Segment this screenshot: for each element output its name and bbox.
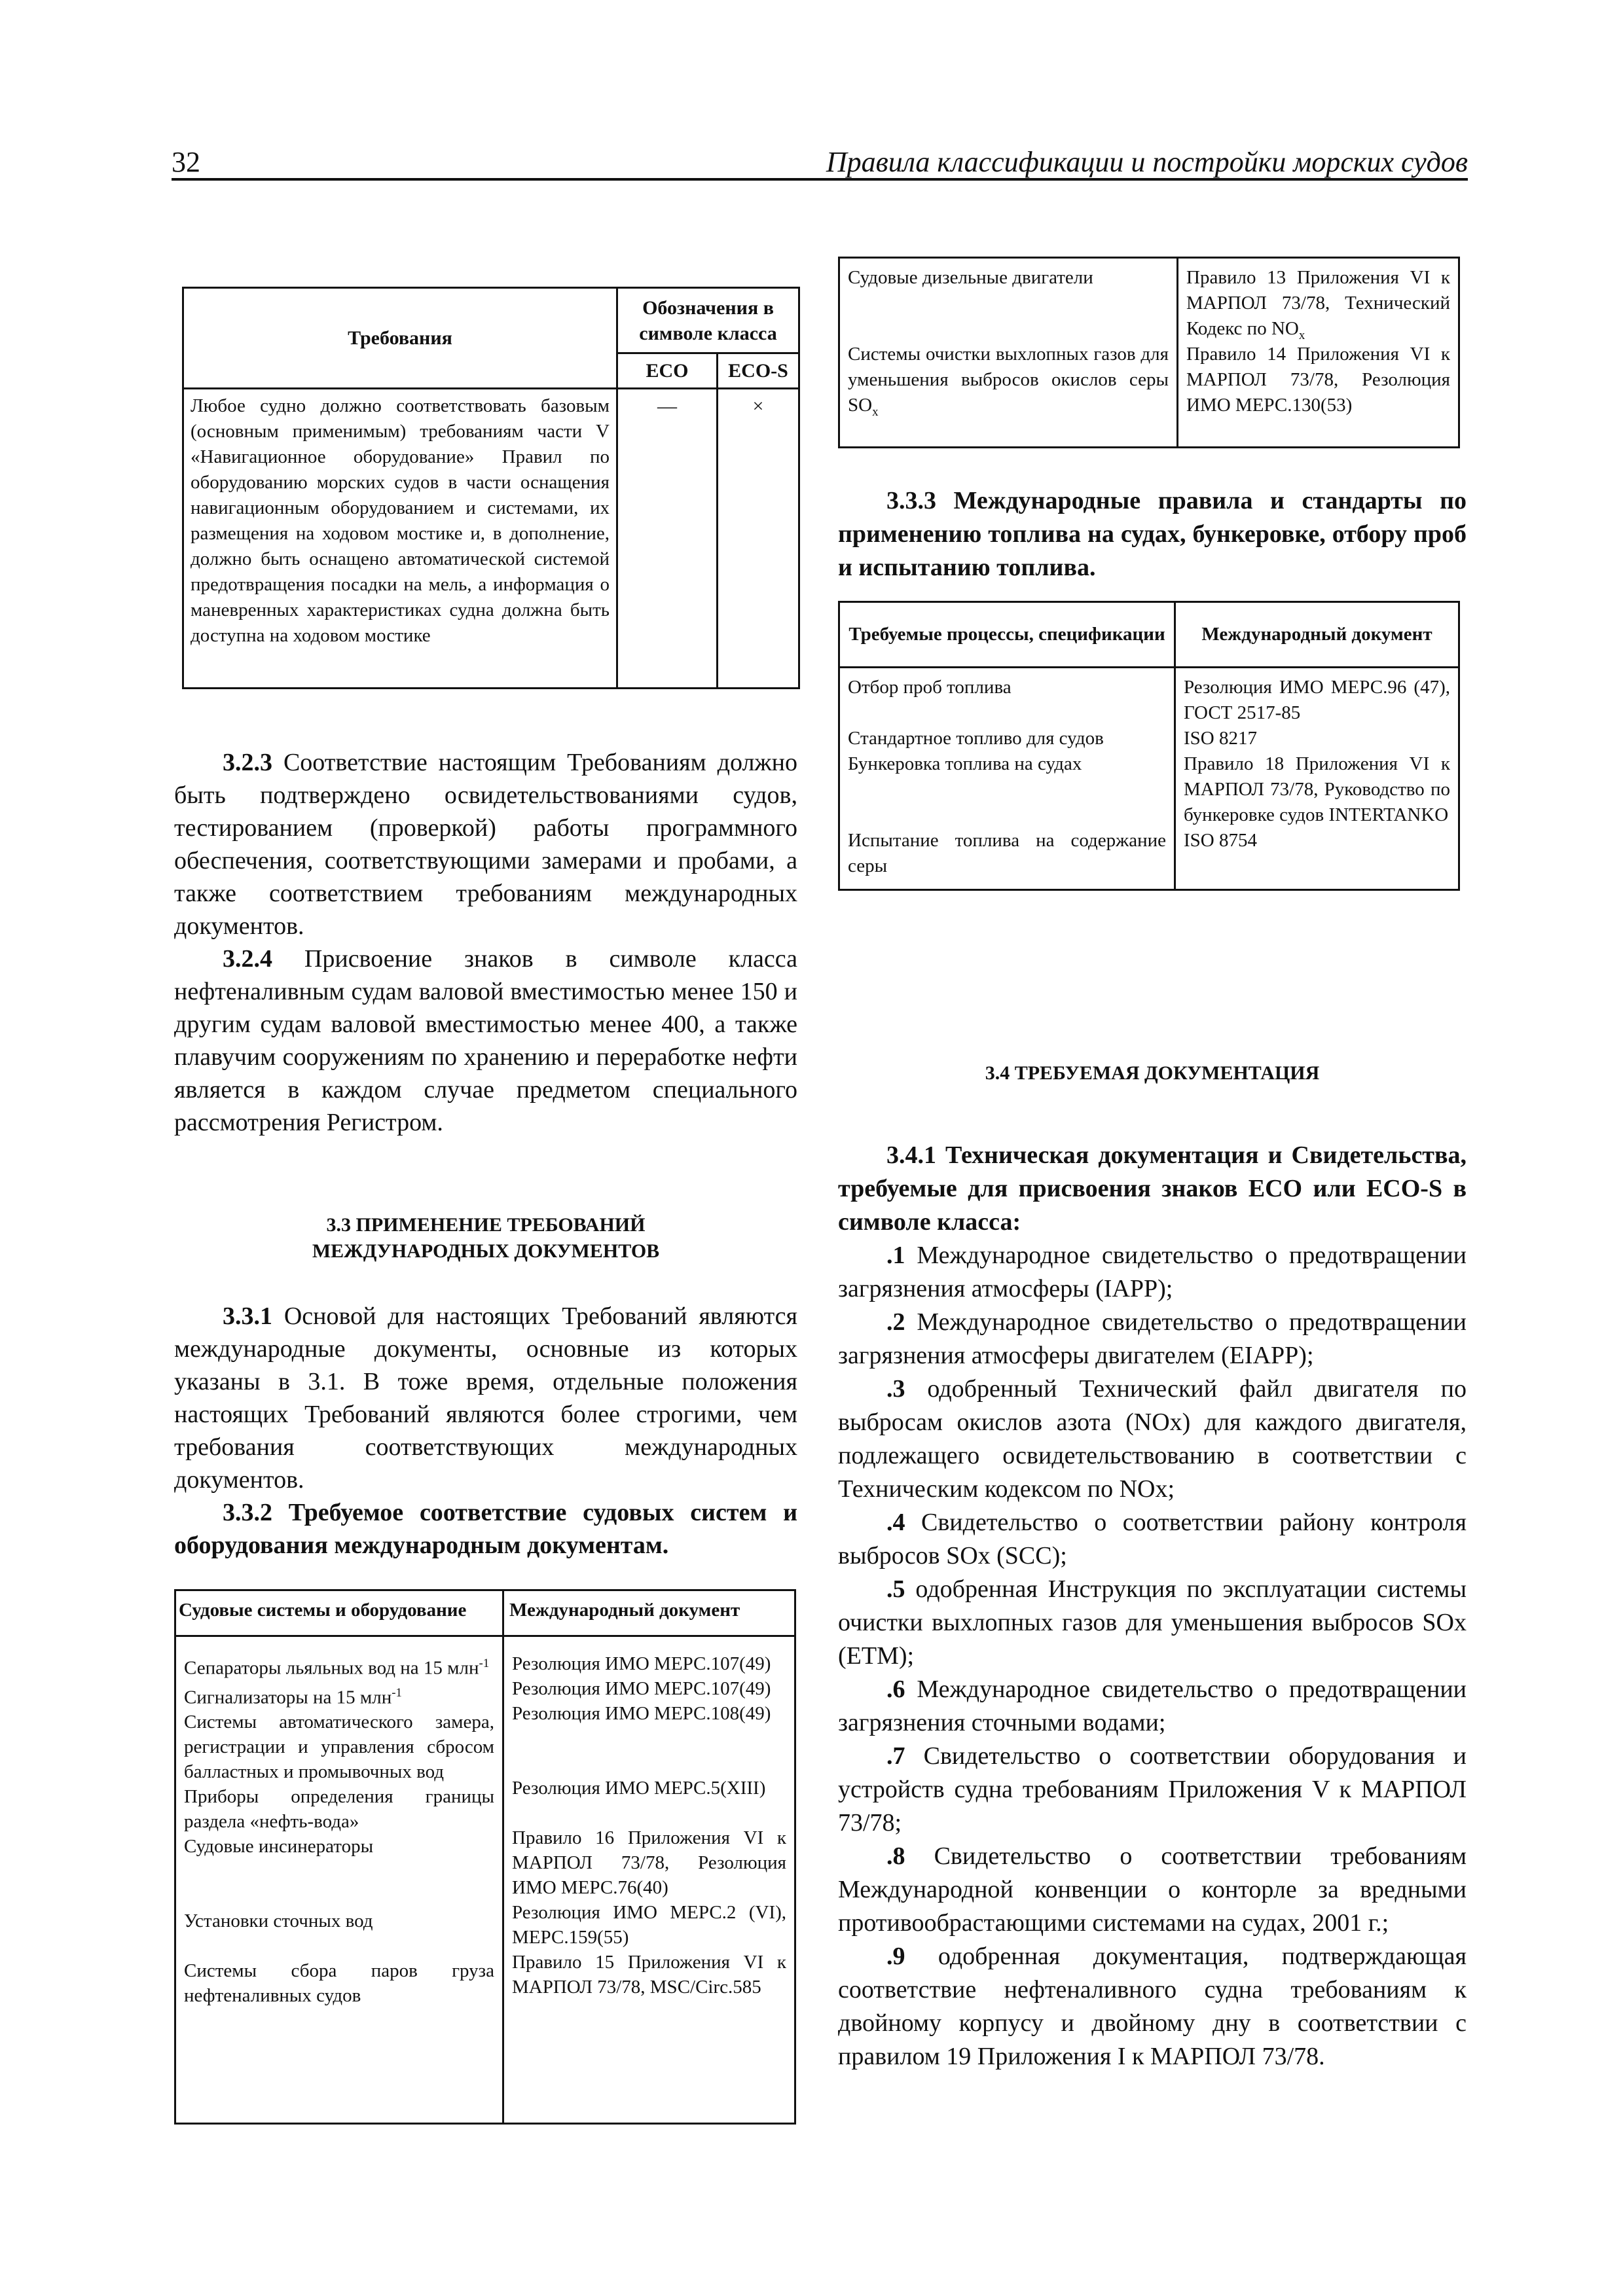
table-row: Системы сбора паров груза нефтеналивных судов [184,1960,494,2007]
paragraph-3-2-3 [174,746,797,942]
list-item [838,1673,1467,1740]
section-title-line: 3.3 ПРИМЕНЕНИЕ ТРЕБОВАНИЙ [326,1214,646,1236]
page-number: 32 [172,146,200,178]
document-name-sub: x [1298,328,1305,342]
table-row: Правило 16 Приложения VI к МАРПОЛ 73/78, Резолюция ИМО МЕРС.76(40) [512,1827,786,1898]
paragraph-number: 3.3.1 [223,1302,272,1330]
section-title-line: МЕЖДУНАРОДНЫХ ДОКУМЕНТОВ [312,1240,660,1262]
table-row: ISO 8217 [1184,728,1257,749]
section-3-4-heading: 3.4 ТРЕБУЕМАЯ ДОКУМЕНТАЦИЯ [985,1062,1320,1084]
paragraph-text: Присвоение знаков в символе класса нефтеналивным судам валовой вместимостью менее 150 и другим судам валовой вместимостью менее 400, а также плавучим сооружениям по хранению и переработке нефти является в каждом случае предметом специального рассмотрения Регистром. [174,945,797,1136]
table-row: Резолюция ИМО МЕРС.2 (VI), МЕРС.159(55) [512,1902,786,1948]
list-item [838,1239,1467,1306]
header-rule [172,178,1468,181]
ship-systems-table [174,1589,796,2125]
table-row: ISO 8754 [1184,830,1257,851]
table-row [184,1681,494,1710]
paragraph-3-4-1 [838,1139,1467,2073]
list-item [838,1306,1467,1372]
systems-list [175,1636,503,2124]
table-row [848,342,1169,425]
section-3-3-heading [174,1212,797,1265]
col-designations: Обозначения в символе класса [617,288,799,353]
list-item-text: Свидетельство о соответствии оборудования и устройств судна требованиям Приложения V к МАРПОЛ 73/78; [838,1742,1467,1837]
list-item-number: .5 [886,1575,905,1603]
table-row: Стандартное топливо для судов [848,728,1104,749]
table-row [1186,265,1450,342]
list-item-text: Международное свидетельство о предотвращении загрязнения атмосферы двигателем (EIAPP); [838,1308,1467,1369]
running-title: Правила классификации и постройки морских судов [826,146,1468,178]
ship-systems-table-continued [838,257,1460,448]
table-row: Резолюция ИМО МЕРС.5(XIII) [512,1778,766,1799]
system-name-sub: x [872,404,879,419]
documents-list [1175,668,1459,890]
paragraph-3-3-3 [838,484,1467,584]
list-item-text: Свидетельство о соответствии району контроля выбросов SOx (SCC); [838,1509,1467,1570]
col-processes: Требуемые процессы, спецификации [839,602,1175,668]
paragraph-3-3-2 [174,1496,797,1562]
table-row: Правило 18 Приложения VI к МАРПОЛ 73/78, Руководство по бункеровке судов INTERTANKO [1184,753,1450,825]
requirement-text: Любое судно должно соответствовать базовым (основным применимым) требованиям части V «Навигационное оборудование» Правил по оборудованию морских судов в части оснащения навигационным оборудованием и системами, их размещения на ходовом мостике и, в дополнение, должно быть оснащено автоматической системой предотвращения посадки на мель, а информация о маневренных характеристиках судна должна быть доступна на ходовом мостике [183,389,617,689]
list-item-number: .6 [886,1676,905,1703]
table-row: Судовые дизельные двигатели [848,267,1093,288]
table-row: Отбор проб топлива [848,677,1012,698]
table-row: Установки сточных вод [184,1910,373,1932]
list-item-number: .9 [886,1943,905,1970]
list-item-number: .4 [886,1509,905,1536]
table-row [184,1651,494,1681]
col-int-document: Международный документ [1175,602,1459,668]
col-int-document: Международный документ [503,1590,795,1636]
table-row: Резолюция ИМО МЕРС.107(49) [512,1653,771,1674]
list-item [838,1740,1467,1840]
table-row: Испытание топлива на содержание серы [848,830,1166,876]
table-row: Правило 15 Приложения VI к МАРПОЛ 73/78, MSC/Circ.585 [512,1952,786,1998]
table-row: Судовые инсинераторы [184,1836,374,1857]
table-row: Резолюция ИМО МЕРС.96 (47), ГОСТ 2517-85 [1184,677,1450,723]
paragraph-3-2-4 [174,942,797,1139]
paragraph-number: 3.2.3 [223,749,272,776]
list-item-text: одобренная документация, подтверждающая соответствие нефтеналивного судна требованиям к двойному корпусу и двойному дну в соответствии с правилом 19 Приложения I к МАРПОЛ 73/78. [838,1943,1467,2070]
table-row: Правило 14 Приложения VI к МАРПОЛ 73/78, Резолюция ИМО МЕРС.130(53) [1186,344,1450,416]
list-item-number: .7 [886,1742,905,1770]
documents-list [503,1636,795,2124]
list-item [838,1573,1467,1673]
eco-value: — [617,389,718,689]
list-item [838,1840,1467,1940]
table-row: Бункеровка топлива на судах [848,753,1082,774]
table-row: Системы автоматического замера, регистрации и управления сбросом балластных и промывочных вод [184,1712,494,1783]
table-row: Приборы определения границы раздела «нефть-вода» [184,1786,494,1833]
list-item [838,1372,1467,1506]
col-requirements: Требования [183,288,617,389]
paragraph-heading: 3.3.3 Международные правила и стандарты по применению топлива на судах, бункеровке, отбору проб и испытанию топлива. [838,487,1467,581]
paragraph-3-3-1 [174,1300,797,1496]
fuel-standards-table [838,601,1460,891]
list-item-text: одобренный Технический файл двигателя по выбросам окислов азота (NOx) для каждого двигателя, подлежащего освидетельствованию в соответствии с Техническим кодексом по NOx; [838,1375,1467,1503]
processes-list [839,668,1175,890]
list-item [838,1940,1467,2073]
table-row: Резолюция ИМО МЕРС.107(49) [512,1678,771,1699]
systems-list [839,258,1178,448]
col-eco: ECO [617,353,718,389]
list-item-text: одобренная Инструкция по эксплуатации системы очистки выхлопных газов для уменьшения выбросов SOx (ETM); [838,1575,1467,1670]
ecos-value: × [718,389,799,689]
system-name-sup: -1 [479,1657,490,1670]
list-item-text: Международное свидетельство о предотвращении загрязнения атмосферы (IAPP); [838,1242,1467,1302]
list-item-text: Свидетельство о соответствии требованиям Международной конвенции о конторле за вредными противообрастающими системами на судах, 2001 г.; [838,1842,1467,1937]
eco-requirements-table [182,287,800,689]
col-ecos: ECO-S [718,353,799,389]
paragraph-text: Основой для настоящих Требований являются международные документы, основные из которых указаны в 3.1. В тоже время, отдельные положения настоящих Требований являются более строгими, чем требования соответствующих международных документов. [174,1302,797,1494]
list-item-number: .3 [886,1375,905,1403]
paragraph-heading: 3.3.2 Требуемое соответствие судовых систем и оборудования международным документам. [174,1499,797,1559]
document-name: Правило 13 Приложения VI к МАРПОЛ 73/78, Технический Кодекс по NO [1186,267,1450,339]
paragraph-number: 3.2.4 [223,945,272,973]
system-name: Сепараторы льяльных вод на 15 млн [184,1657,479,1679]
system-name: Сигнализаторы на 15 млн [184,1687,392,1708]
col-ship-systems: Судовые системы и оборудование [175,1590,503,1636]
paragraph-text: Соответствие настоящим Требованиям должно быть подтверждено освидетельствованиями судов, тестированием (проверкой) работы программного обеспечения, соответствующими замерами и пробами, а также соответствием требованиям международных документов. [174,749,797,940]
system-name-sup: -1 [392,1685,402,1700]
list-item-number: .2 [886,1308,905,1336]
system-name: Системы очистки выхлопных газов для уменьшения выбросов окислов серы SO [848,344,1169,416]
list-item-number: .8 [886,1842,905,1870]
paragraph-heading: 3.4.1 Техническая документация и Свидетельства, требуемые для присвоения знаков ECO или ECO-S в символе класса: [838,1141,1467,1236]
list-item-text: Международное свидетельство о предотвращении загрязнения сточными водами; [838,1676,1467,1736]
list-item [838,1506,1467,1573]
table-row: Резолюция ИМО МЕРС.108(49) [512,1703,771,1724]
list-item-number: .1 [886,1242,905,1269]
documents-list [1178,258,1459,448]
